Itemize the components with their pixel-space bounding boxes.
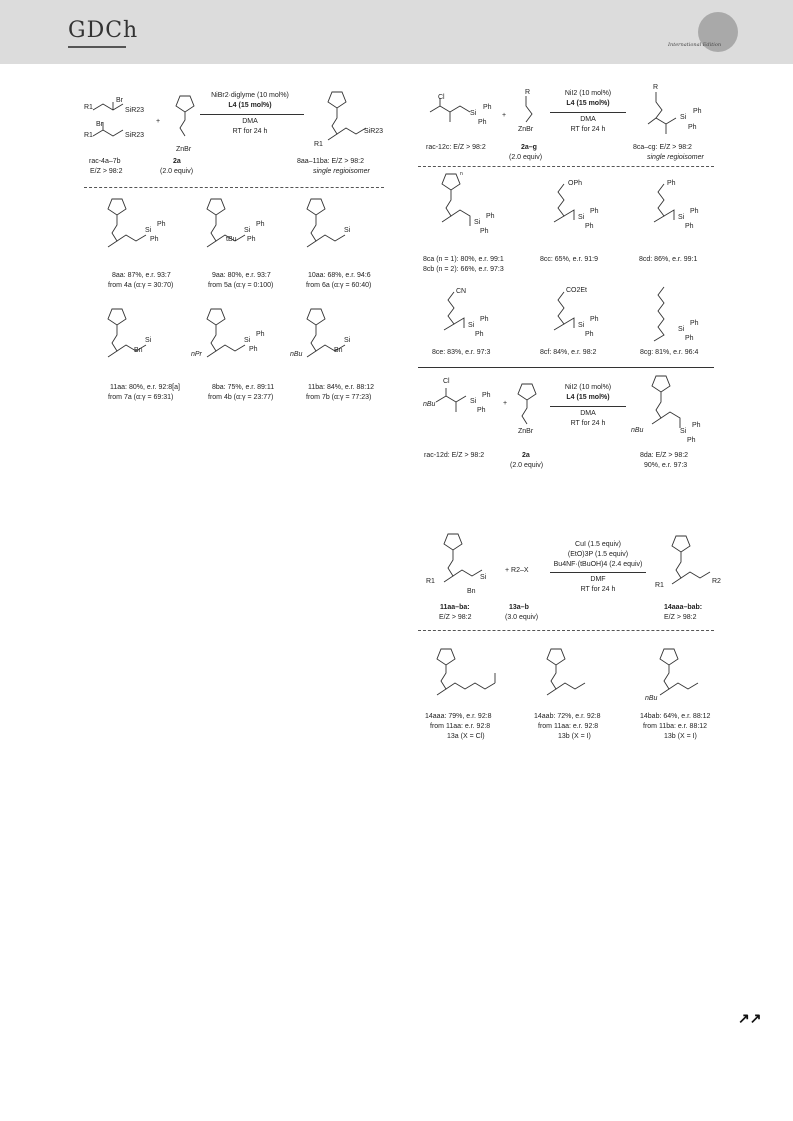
atom-label: Ph: [693, 108, 702, 115]
atom-label: Si: [344, 337, 351, 344]
section-divider: [418, 367, 714, 368]
result-label: 10aa: 68%, e.r. 94:6: [308, 272, 371, 279]
logo-underline: [68, 46, 126, 48]
result-source: from 7a (α:γ = 69:31): [108, 394, 174, 401]
atom-label: nPr: [191, 351, 202, 358]
compound-8ba-structure: [195, 305, 265, 375]
atom-label: SiR23: [125, 107, 145, 114]
result-halide: 13a (X = Cl): [447, 733, 485, 740]
atom-label: Ph: [685, 335, 694, 342]
atom-label: Si: [480, 574, 487, 581]
product-ratio: E/Z > 98:2: [664, 614, 697, 621]
atom-label: Ph: [478, 119, 487, 126]
reaction-condition: CuI (1.5 equiv): [575, 541, 621, 548]
result-source: from 11ba: e.r. 88:12: [643, 723, 708, 730]
reaction-condition: RT for 24 h: [232, 128, 268, 135]
result-source: from 11aa: e.r. 92:8: [538, 723, 599, 730]
atom-label: Si: [578, 322, 585, 329]
atom-label: Br: [116, 97, 123, 104]
reaction-condition: RT for 24 h: [580, 586, 616, 593]
atom-label: Ph: [692, 422, 701, 429]
atom-label: Bn: [467, 588, 476, 595]
gdch-logo: GDCh: [68, 18, 139, 43]
result-label: 8cb (n = 2): 66%, e.r. 97:3: [423, 266, 504, 273]
atom-label: Si: [578, 214, 585, 221]
atom-label: R: [525, 89, 531, 96]
atom-label: Si: [470, 110, 477, 117]
reaction-condition: RT for 24 h: [570, 420, 606, 427]
atom-label: Ph: [256, 221, 265, 228]
compound-9aa-structure: [195, 195, 265, 265]
atom-label: CO2Et: [566, 287, 588, 294]
result-label: 8cc: 65%, e.r. 91:9: [540, 256, 598, 263]
atom-label: R1: [655, 582, 664, 589]
atom-label: Bn: [334, 347, 343, 354]
substrate-label: rac-12c: E/Z > 98:2: [426, 144, 486, 151]
result-source: from 5a (α:γ = 0:100): [208, 282, 274, 289]
atom-label: nBu: [631, 427, 644, 434]
atom-label: Ph: [690, 208, 699, 215]
result-source: from 4a (α:γ = 30:70): [108, 282, 174, 289]
atom-label: Ph: [247, 236, 256, 243]
substrate-label: rac-4a–7b: [89, 158, 121, 165]
compound-10aa-structure: [295, 195, 365, 265]
result-label: 8cf: 84%, e.r. 98:2: [540, 349, 597, 356]
atom-label: Cl: [443, 378, 450, 385]
atom-label: Ph: [480, 228, 489, 235]
atom-label: R1: [84, 132, 93, 139]
atom-label: Ph: [482, 392, 491, 399]
zinc-reagent-2a-g-structure: [516, 92, 546, 142]
atom-label: Ph: [480, 316, 489, 323]
atom-label: nBu: [290, 351, 303, 358]
reagent-label: 2a: [522, 452, 530, 459]
result-label: 8ba: 75%, e.r. 89:11: [212, 384, 275, 391]
atom-label: n: [460, 171, 463, 177]
atom-label: Si: [474, 219, 481, 226]
reagent-equiv: (3.0 equiv): [505, 614, 539, 621]
reaction-condition: DMF: [590, 576, 606, 583]
atom-label: Ph: [249, 346, 258, 353]
atom-label: Si: [145, 337, 152, 344]
product-8aa-11ba-structure: [310, 88, 380, 148]
substrate-12c-structure: [425, 92, 495, 142]
atom-label: Ph: [590, 208, 599, 215]
plus-sign: +: [502, 112, 507, 119]
international-edition-label: International Edition: [668, 42, 722, 48]
atom-label: ZnBr: [518, 428, 534, 435]
section-divider: [418, 630, 714, 631]
reagent-equiv: (2.0 equiv): [510, 462, 544, 469]
reaction-condition: NiI2 (10 mol%): [564, 384, 612, 391]
result-label: 8aa: 87%, e.r. 93:7: [112, 272, 171, 279]
reaction-condition: Bu4NF·(tBuOH)4 (2.4 equiv): [553, 561, 643, 568]
result-halide: 13b (X = I): [558, 733, 591, 740]
atom-label: Si: [244, 227, 251, 234]
compound-8cc-structure: [540, 180, 600, 250]
atom-label: Ph: [157, 221, 166, 228]
atom-label: ZnBr: [176, 146, 192, 153]
result-label: 9aa: 80%, e.r. 93:7: [212, 272, 271, 279]
substrate-12d-structure: [432, 378, 492, 428]
next-page-arrow-icon[interactable]: ↗↗: [738, 1010, 762, 1026]
product-8ca-cg-structure: [638, 88, 708, 143]
atom-label: Si: [468, 322, 475, 329]
substrate-label: 11aa–ba:: [440, 604, 470, 611]
reaction-arrow: [200, 114, 304, 115]
reaction-condition: DMA: [242, 118, 258, 125]
atom-label: Ph: [685, 223, 694, 230]
result-source: from 6a (α:γ = 60:40): [306, 282, 372, 289]
result-source: from 7b (α:γ = 77:23): [306, 394, 372, 401]
reaction-condition: NiI2 (10 mol%): [564, 90, 612, 97]
atom-label: Bn: [134, 347, 143, 354]
reagent-label: 2a–g: [521, 144, 537, 151]
compound-8aa-structure: [96, 195, 166, 265]
atom-label: Ph: [483, 104, 492, 111]
atom-label: Si: [470, 398, 477, 405]
atom-label: Si: [678, 214, 685, 221]
atom-label: Ph: [687, 437, 696, 444]
atom-label: Ph: [690, 320, 699, 327]
reagent-label: 2a: [173, 158, 181, 165]
product-label: 8da: E/Z > 98:2: [640, 452, 689, 459]
result-label: 8ce: 83%, e.r. 97:3: [432, 349, 491, 356]
reaction-condition: DMA: [580, 410, 596, 417]
compound-8cd-structure: [640, 180, 700, 250]
atom-label: R2: [712, 578, 721, 585]
result-source: from 11aa: e.r. 92:8: [430, 723, 491, 730]
reaction-arrow: [550, 406, 626, 407]
reagent-label: 13a–b: [509, 604, 529, 611]
atom-label: Ph: [256, 331, 265, 338]
product-label: 14aaa–bab:: [664, 604, 703, 611]
atom-label: SiR23: [125, 132, 145, 139]
reaction-arrow: [550, 572, 646, 573]
atom-label: R1: [314, 141, 323, 148]
product-note: single regioisomer: [313, 168, 370, 175]
compound-14aaa-structure: [425, 645, 515, 705]
atom-label: Si: [344, 227, 351, 234]
atom-label: Si: [145, 227, 152, 234]
product-label: 8ca–cg: E/Z > 98:2: [633, 144, 692, 151]
result-label: 8cd: 86%, e.r. 99:1: [639, 256, 698, 263]
atom-label: R1: [84, 104, 93, 111]
atom-label: Si: [680, 428, 687, 435]
reaction-condition: L4 (15 mol%): [566, 100, 610, 107]
compound-14bab-structure: [648, 645, 718, 705]
compound-8ce-structure: [430, 288, 490, 358]
plus-sign: +: [503, 400, 508, 407]
compound-8cf-structure: [540, 288, 600, 358]
result-label: 8cg: 81%, e.r. 96:4: [640, 349, 699, 356]
section-divider: [418, 166, 714, 167]
atom-label: Si: [244, 337, 251, 344]
atom-label: Ph: [590, 316, 599, 323]
atom-label: nBu: [423, 401, 436, 408]
atom-label: Br: [96, 121, 103, 128]
atom-label: Ph: [688, 124, 697, 131]
result-label: 8ca (n = 1): 80%, e.r. 99:1: [423, 256, 504, 263]
reaction-condition: L4 (15 mol%): [566, 394, 610, 401]
reagent-r2x-label: + R2–X: [505, 567, 529, 574]
atom-label: Ph: [477, 407, 486, 414]
result-label: 14aaa: 79%, e.r. 92:8: [425, 713, 492, 720]
atom-label: R: [653, 84, 659, 91]
atom-label: OPh: [568, 180, 583, 187]
reaction-arrow: [550, 112, 626, 113]
atom-label: R1: [426, 578, 435, 585]
atom-label: SiR23: [364, 128, 384, 135]
substrate-label: rac-12d: E/Z > 98:2: [424, 452, 485, 459]
atom-label: Si: [680, 114, 687, 121]
atom-label: Ph: [475, 331, 484, 338]
atom-label: tBu: [226, 236, 237, 243]
atom-label: nBu: [645, 695, 658, 702]
plus-sign: +: [156, 118, 161, 125]
atom-label: Ph: [585, 223, 594, 230]
compound-14aab-structure: [535, 645, 605, 705]
atom-label: CN: [456, 288, 467, 295]
reagent-equiv: (2.0 equiv): [160, 168, 194, 175]
section-divider: [84, 187, 384, 188]
reaction-condition: DMA: [580, 116, 596, 123]
product-14aaa-bab-structure: [660, 532, 730, 602]
atom-label: Ph: [486, 213, 495, 220]
compound-8ca-structure: [430, 170, 500, 250]
substrate-ratio: E/Z > 98:2: [439, 614, 472, 621]
atom-label: Cl: [438, 94, 445, 101]
reaction-condition: NiBr2·diglyme (10 mol%): [211, 92, 289, 99]
atom-label: Ph: [585, 331, 594, 338]
product-note: 90%, e.r. 97:3: [644, 462, 688, 469]
result-halide: 13b (X = I): [664, 733, 697, 740]
reagent-equiv: (2.0 equiv): [509, 154, 543, 161]
result-label: 11aa: 80%, e.r. 92:8[a]: [110, 384, 180, 391]
atom-label: Ph: [150, 236, 159, 243]
product-label: 8aa–11ba: E/Z > 98:2: [297, 158, 365, 165]
reaction-condition: (EtO)3P (1.5 equiv): [567, 551, 629, 558]
result-label: 11ba: 84%, e.r. 88:12: [308, 384, 375, 391]
atom-label: ZnBr: [518, 126, 534, 133]
result-label: 14aab: 72%, e.r. 92:8: [534, 713, 601, 720]
reaction-condition: L4 (15 mol%): [228, 102, 272, 109]
journal-header: [0, 0, 793, 64]
atom-label: Si: [678, 326, 685, 333]
result-source: from 4b (α:γ = 23:77): [208, 394, 274, 401]
compound-11aa-structure: [96, 305, 166, 375]
product-8da-structure: [640, 372, 710, 442]
compound-11ba-structure: [295, 305, 365, 375]
product-note: single regioisomer: [647, 154, 704, 161]
result-label: 14bab: 64%, e.r. 88:12: [640, 713, 711, 720]
atom-label: Ph: [667, 180, 676, 187]
substrate-ratio: E/Z > 98:2: [90, 168, 123, 175]
reaction-condition: RT for 24 h: [570, 126, 606, 133]
